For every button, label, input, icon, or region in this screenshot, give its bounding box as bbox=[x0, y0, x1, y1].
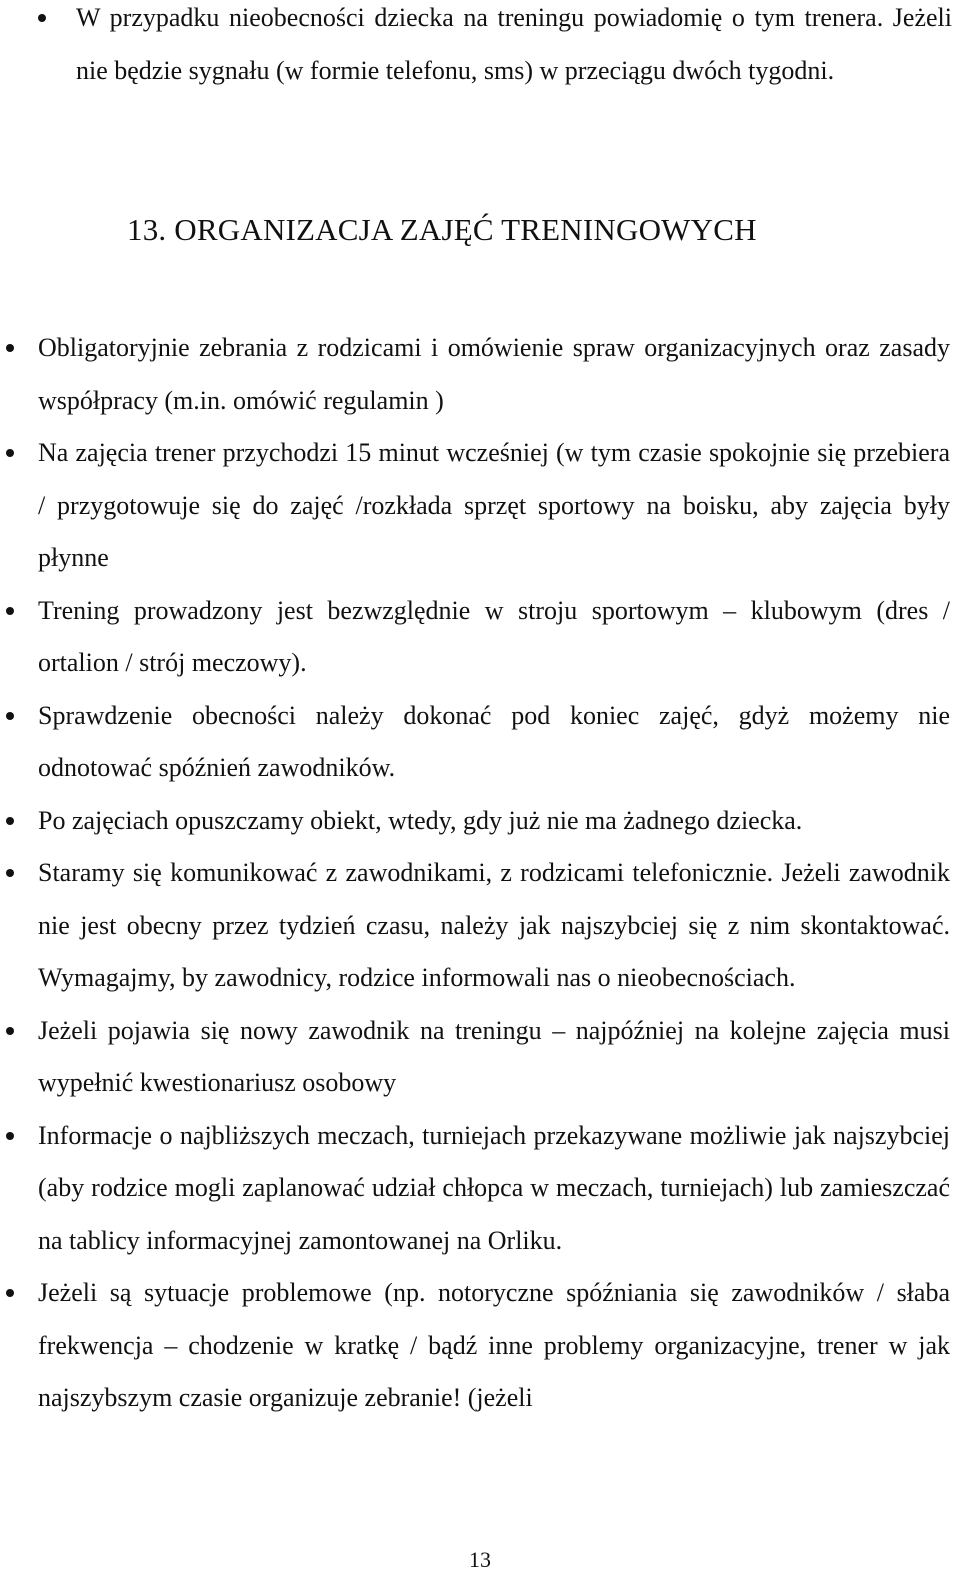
list-item bbox=[0, 1005, 960, 1110]
list-item-text: W przypadku nieobecności dziecka na treningu powiadomię o tym trenera. Jeżeli nie będzie sygnału (w formie telefonu, sms) w przeciągu dwóch tygodni. bbox=[76, 3, 952, 85]
bullet-icon bbox=[6, 607, 14, 615]
list-item bbox=[0, 1267, 960, 1425]
list-item bbox=[0, 847, 960, 1005]
list-item-text: Po zajęciach opuszczamy obiekt, wtedy, gdy już nie ma żadnego dziecka. bbox=[38, 805, 803, 835]
page-number: 13 bbox=[469, 1547, 491, 1572]
list-item bbox=[0, 795, 960, 848]
list-item bbox=[0, 585, 960, 690]
bullet-icon bbox=[6, 1132, 14, 1140]
list-item bbox=[0, 322, 960, 427]
list-item bbox=[0, 690, 960, 795]
bullet-icon bbox=[6, 869, 14, 877]
bullet-icon bbox=[6, 817, 14, 825]
list-item-text: Trening prowadzony jest bezwzględnie w stroju sportowym – klubowym (dres / ortalion / strój meczowy). bbox=[38, 595, 950, 677]
list-item-text: Na zajęcia trener przychodzi 15 minut wcześniej (w tym czasie spokojnie się przebiera / przygotowuje się do zajęć /rozkłada sprzęt sportowy na boisku, aby zajęcia były płynne bbox=[38, 438, 950, 572]
list-item-text: Jeżeli pojawia się nowy zawodnik na treningu – najpóźniej na kolejne zajęcia musi wypełnić kwestionariusz osobowy bbox=[38, 1015, 950, 1097]
list-item bbox=[0, 427, 960, 585]
bullet-icon bbox=[6, 344, 14, 352]
list-item bbox=[0, 1110, 960, 1268]
bullet-icon bbox=[6, 712, 14, 720]
list-item-text: Obligatoryjnie zebrania z rodzicami i omówienie spraw organizacyjnych oraz zasady współpracy (m.in. omówić regulamin ) bbox=[38, 333, 950, 415]
list-item-absence-notice bbox=[0, 0, 960, 97]
section-heading: 13. ORGANIZACJA ZAJĘĆ TRENINGOWYCH bbox=[127, 212, 757, 247]
list-item-text: Jeżeli są sytuacje problemowe (np. notoryczne spóźniania się zawodników / słaba frekwencja – chodzenie w kratkę / bądź inne problemy organizacyjne, trener w jak najszybszym czasie organizuje zebranie! (jeżeli bbox=[38, 1278, 950, 1412]
list-item-text: Sprawdzenie obecności należy dokonać pod koniec zajęć, gdyż możemy nie odnotować spóźnień zawodników. bbox=[38, 700, 950, 782]
bullet-list bbox=[0, 322, 960, 1425]
bullet-icon bbox=[6, 1027, 14, 1035]
bullet-icon bbox=[38, 14, 46, 22]
bullet-icon bbox=[6, 449, 14, 457]
bullet-icon bbox=[6, 1289, 14, 1297]
list-item-text: Staramy się komunikować z zawodnikami, z rodzicami telefonicznie. Jeżeli zawodnik nie jest obecny przez tydzień czasu, należy jak najszybciej się z nim skontaktować. Wymagajmy, by zawodnicy, rodzice informowali nas o nieobecnościach. bbox=[38, 858, 950, 992]
list-item-text: Informacje o najbliższych meczach, turniejach przekazywane możliwie jak najszybciej (aby rodzice mogli zaplanować udział chłopca w meczach, turniejach) lub zamieszczać na tablicy informacyjnej zamontowanej na Orliku. bbox=[38, 1120, 950, 1255]
